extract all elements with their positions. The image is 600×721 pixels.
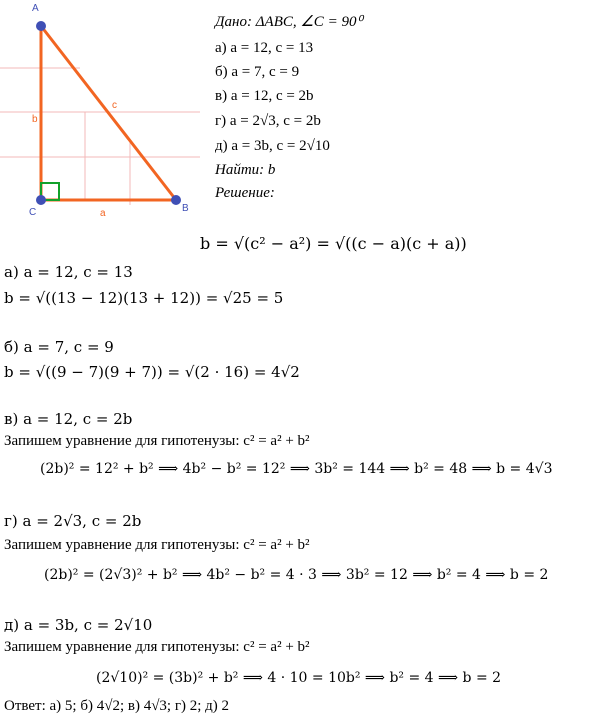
- part-v-header: в) a = 12, c = 2b: [4, 410, 133, 428]
- vertex-b: [171, 195, 181, 205]
- part-v-line-1: Запишем уравнение для гипотенузы: c² = a² + b²: [4, 433, 310, 449]
- given-case-v: в) a = 12, c = 2b: [215, 88, 314, 104]
- part-d-line-1: Запишем уравнение для гипотенузы: c² = a² + b²: [4, 639, 310, 655]
- general-formula: b = √(c² − a²) = √((c − a)(c + a)): [200, 234, 467, 253]
- part-v-line-2: (2b)² = 12² + b² ⟹ 4b² − b² = 12² ⟹ 3b² = 144 ⟹ b² = 48 ⟹ b = 4√3: [40, 461, 553, 477]
- given-case-b: б) a = 7, c = 9: [215, 64, 300, 80]
- find-label: Найти: b: [215, 162, 276, 178]
- solution-label: Решение:: [215, 185, 275, 201]
- given-case-g: г) a = 2√3, c = 2b: [215, 113, 321, 129]
- grid-lines: [0, 60, 200, 205]
- part-b-header: б) a = 7, c = 9: [4, 338, 114, 356]
- vertex-a: [36, 21, 46, 31]
- part-g-header: г) a = 2√3, c = 2b: [4, 512, 142, 530]
- side-c: [41, 26, 176, 200]
- given-case-a: а) a = 12, c = 13: [215, 40, 314, 56]
- label-vertex-b: B: [182, 203, 189, 214]
- part-b-line-1: b = √((9 − 7)(9 + 7)) = √(2 · 16) = 4√2: [4, 363, 300, 381]
- vertex-c: [36, 195, 46, 205]
- given-case-d: д) a = 3b, c = 2√10: [215, 138, 330, 154]
- part-g-line-1: Запишем уравнение для гипотенузы: c² = a² + b²: [4, 537, 310, 553]
- part-a-line-1: b = √((13 − 12)(13 + 12)) = √25 = 5: [4, 289, 284, 307]
- given-title: Дано: ΔABC, ∠C = 90⁰: [215, 14, 363, 30]
- part-d-line-2: (2√10)² = (3b)² + b² ⟹ 4 · 10 = 10b² ⟹ b² = 4 ⟹ b = 2: [96, 670, 502, 686]
- answer: Ответ: а) 5; б) 4√2; в) 4√3; г) 2; д) 2: [4, 698, 230, 714]
- label-side-a: a: [100, 208, 106, 219]
- label-side-c: c: [112, 100, 117, 111]
- label-side-b: b: [32, 114, 38, 125]
- part-a-header: а) a = 12, c = 13: [4, 263, 133, 281]
- part-g-line-2: (2b)² = (2√3)² + b² ⟹ 4b² − b² = 4 · 3 ⟹ 3b² = 12 ⟹ b² = 4 ⟹ b = 2: [44, 567, 549, 583]
- right-triangle-figure: [0, 0, 210, 225]
- label-vertex-c: C: [29, 207, 37, 218]
- label-vertex-a: A: [32, 3, 39, 14]
- part-d-header: д) a = 3b, c = 2√10: [4, 616, 153, 634]
